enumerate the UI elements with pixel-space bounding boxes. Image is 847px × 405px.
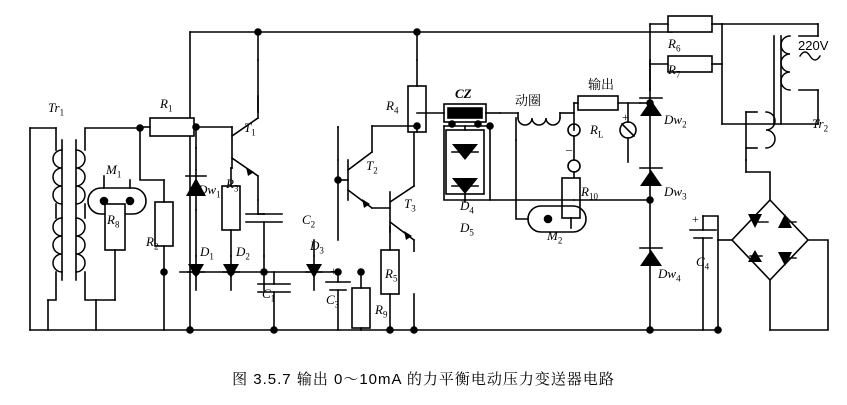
label-D3: $D_3$ — [310, 238, 324, 256]
polarity-plus-output: + — [622, 110, 629, 124]
label-C3: $C_3$ — [326, 292, 340, 310]
polarity-plus-c3: + — [330, 264, 337, 278]
label-D1: $D_1$ — [200, 244, 214, 262]
label-R10: $R_{10}$ — [581, 184, 598, 202]
label-T3: $T_3$ — [404, 196, 416, 214]
label-Dw1: $Dw_1$ — [198, 182, 221, 200]
label-output: 输出 — [588, 77, 615, 92]
label-coil: 动圈 — [515, 93, 542, 108]
label-C2: $C_2$ — [302, 212, 316, 230]
label-R3: $R_3$ — [226, 176, 239, 194]
label-C4: $C_4$ — [696, 254, 710, 272]
label-Tr2: $Tr_2$ — [812, 116, 829, 134]
figure-caption: 图 3.5.7 输出 0～10mA 的力平衡电动压力变送器电路 — [232, 371, 615, 388]
label-R1: $R_1$ — [160, 96, 173, 114]
polarity-minus-output: – — [566, 142, 572, 156]
label-R6: $R_6$ — [668, 36, 681, 54]
label-R8: $R_8$ — [107, 212, 120, 230]
label-Dw2: $Dw_2$ — [664, 112, 687, 130]
label-D2: $D_2$ — [236, 244, 250, 262]
label-R7: $R_7$ — [668, 62, 681, 80]
label-C1: $C_1$ — [262, 286, 276, 304]
label-Dw4: $Dw_4$ — [658, 266, 681, 284]
label-D4: $D_4$ — [460, 198, 474, 216]
label-M1: $M_1$ — [106, 162, 122, 180]
label-R4: $R_4$ — [386, 98, 399, 116]
label-T1: $T_1$ — [244, 120, 256, 138]
label-R9: $R_9$ — [375, 302, 388, 320]
label-D5: $D_5$ — [460, 220, 474, 238]
label-RL: $R_L$ — [590, 122, 604, 140]
polarity-plus-c4: + — [692, 212, 699, 226]
label-M2: $M_2$ — [547, 228, 563, 246]
label-Dw3: $Dw_3$ — [664, 184, 687, 202]
label-Tr1: $Tr_1$ — [48, 100, 65, 118]
label-R5: $R_5$ — [385, 266, 398, 284]
label-connector-cz: CZ — [455, 86, 472, 101]
label-T2: $T_2$ — [366, 158, 378, 176]
label-R2: $R_2$ — [146, 234, 159, 252]
label-mains-voltage: 220V — [798, 38, 829, 53]
